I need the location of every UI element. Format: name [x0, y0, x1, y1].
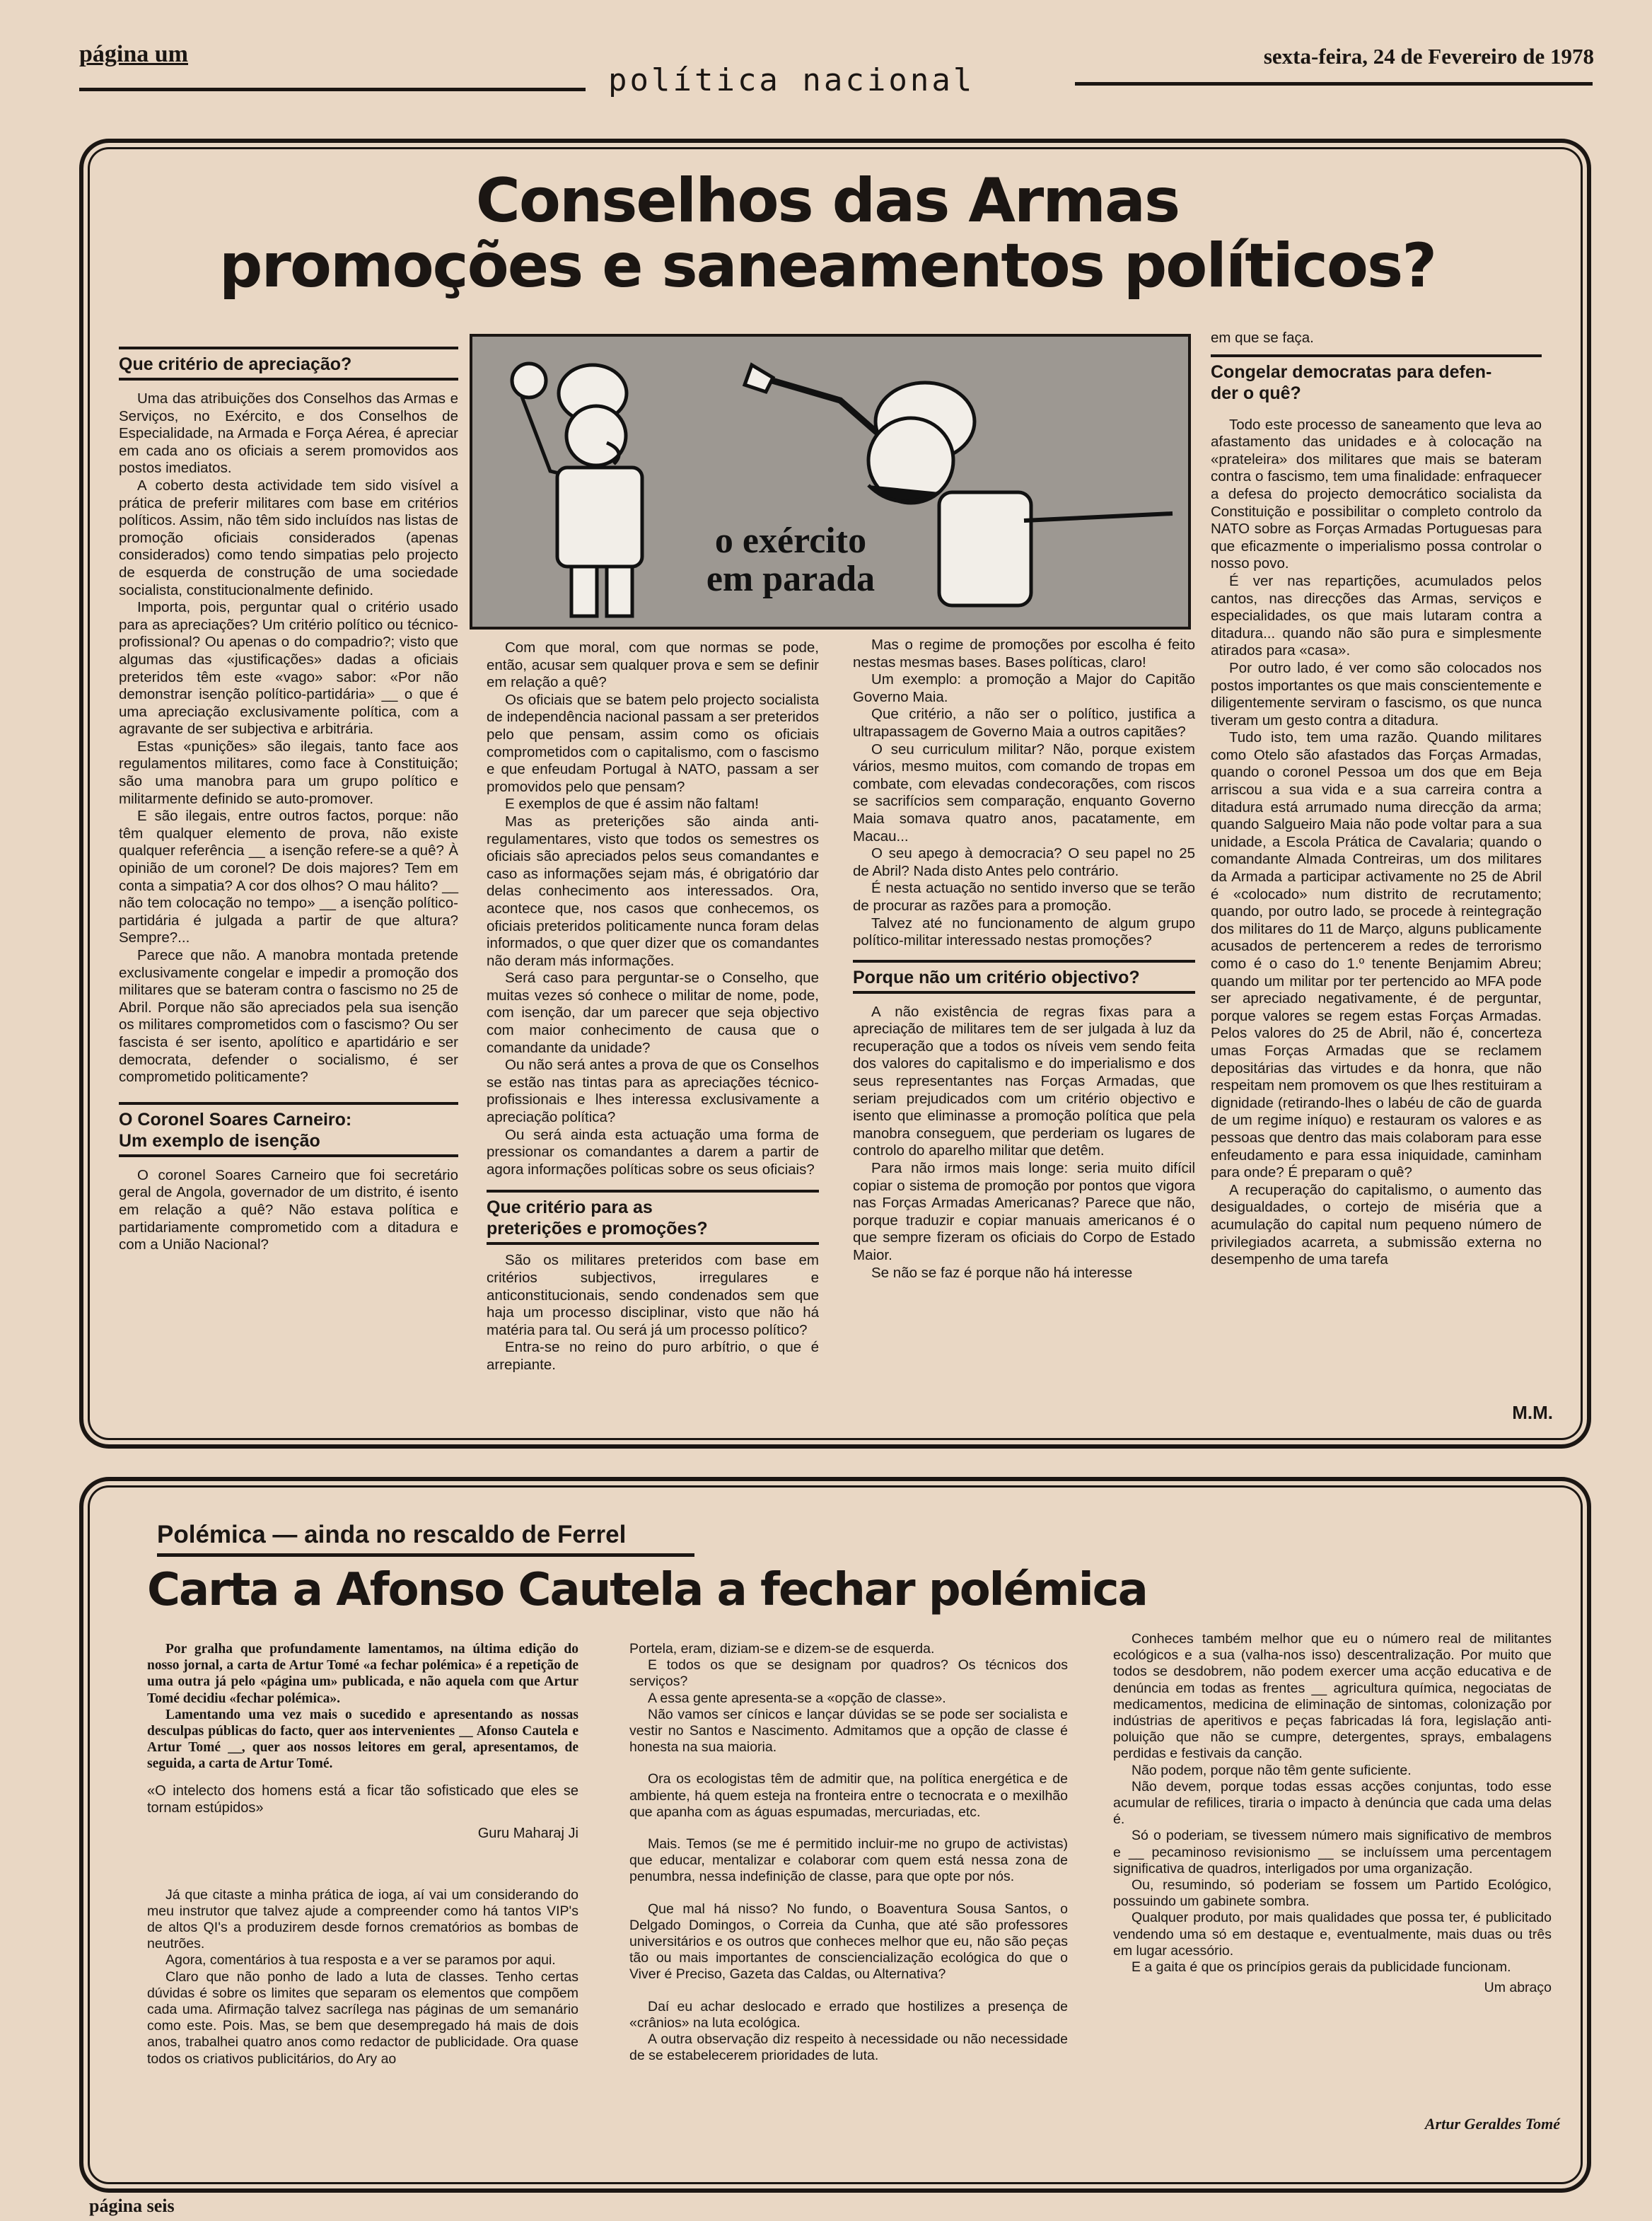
- paragraph: Já que citaste a minha prática de ioga, aí vai um considerando do meu instrutor que talvez ajude a compreender como há tantos VIP's de altos QI's a produzirem desde fornos crematórios as bombas de neutrões.: [147, 1886, 578, 1952]
- caption-line: em parada: [706, 559, 876, 599]
- article1-column-2: [487, 639, 819, 1374]
- paragraph: É ver nas repartições, acumulados pelos cantos, nas direcções das Armas, serviços e especialidades, os que mais lutaram contra a ditadura... quando não são pura e simplesmente atirados para «casa».: [1211, 572, 1542, 659]
- paragraph: Entra-se no reino do puro arbítrio, o que é arrepiante.: [487, 1339, 819, 1373]
- paragraph: Importa, pois, perguntar qual o critério usado para as apreciações? Um critério político ou técnico-profissional? Ou apenas o do compadrio?; visto que algumas das «justificações» dadas a oficiais preteridos têm este «vago» sabor: «Por não demonstrar isenção político-partidária» __ o que é uma apreciação exclusivamente política, com a agravante de ser subjectiva e arbitrária.: [119, 599, 458, 738]
- header-rule-right: [1075, 82, 1593, 86]
- paragraph: Ou, resumindo, só poderiam se fossem um Partido Ecológico, possuindo um gabinete sombra.: [1113, 1877, 1552, 1910]
- paragraph: Claro que não ponho de lado a luta de classes. Tenho certas dúvidas é sobre os limites que separam os elementos que compõem cada uma. Afirmação talvez sacrílega nas páginas de um semanário como este. Pois. Mas, se bem que desempregado há mais de dois anos, trabalhei quatro anos como redactor de publicidade. Ora quase todos os criativos publicitários, do Ary ao: [147, 1968, 578, 2067]
- cartoon-caption: [685, 522, 897, 598]
- quote-author: Guru Maharaj Ji: [477, 1825, 578, 1841]
- footer-page-label: página seis: [89, 2196, 175, 2216]
- paragraph: O seu curriculum militar? Não, porque existem vários, mesmo muitos, com comando de tropas em combate, com elevadas condecorações, com riscos se sacrifícios sem comparação, enquanto Governo Maia somava quatro anos, pacatamente, em Macau...: [853, 741, 1195, 845]
- paragraph: E são ilegais, entre outros factos, porque: não têm qualquer elemento de prova, não existe qualquer referência __ a isenção refere-se a quê? À opinião de um coronel? De dois majores? Tem em conta a simpatia? A cor dos olhos? O mau hálito? __ não tem colocação no tempo» __ a isenção político-partidária é julgada a partir de que altura? Sempre?...: [119, 808, 458, 946]
- paragraph-continuation: em que se faça.: [1211, 330, 1314, 346]
- paragraph: Se não se faz é porque não há interesse: [871, 1264, 1133, 1281]
- raised-fist: [512, 364, 546, 398]
- paragraph: Não vamos ser cínicos e lançar dúvidas se se pode ser socialista e vestir no Santos e Nascimento. Admitamos que a opção de classe é honesta na sua maioria.: [629, 1706, 1068, 1756]
- paragraph: É nesta actuação no sentido inverso que se terão de procurar as razões para a promoção.: [853, 880, 1195, 914]
- paragraph: Ou será ainda esta actuação uma forma de pressionar os comandantes a darem a partir de agora informações políticas sobre os seus oficiais?: [487, 1126, 819, 1178]
- paragraph: Para não irmos mais longe: seria muito difícil copiar o sistema de promoção por pontos que vigora nas Forças Armadas Americanas? Parece que não, porque traduzir e copiar manuais americanos é o que sempre fizeram os oficiais do Corpo de Estado Maior.: [853, 1160, 1195, 1263]
- paragraph: Todo este processo de saneamento que leva ao afastamento das unidades e à colocação na «prateleira» dos militares que mais se bateram contra o fascismo, tem uma finalidade: enfraquecer a defesa do projecto democrático socialista da Constituição e possibilitar o completo controlo da NATO sobre as Forças Armadas Portuguesas para que eficazmente o imperialismo possa controlar o nosso povo.: [1211, 416, 1542, 572]
- paragraph: Por outro lado, é ver como são colocados nos postos importantes os que mais conscientemente e diligentemente serviram o fascismo, os que nunca tiveram um gesto contra a ditadura.: [1211, 659, 1542, 729]
- rifle: [1024, 514, 1173, 521]
- article1-column-4: [1211, 330, 1542, 1269]
- paragraph: Um exemplo: a promoção a Major do Capitão Governo Maia.: [853, 671, 1195, 705]
- paragraph: A não existência de regras fixas para a apreciação de militares tem de ser julgada à luz da recuperação que a todos os níveis vem sendo feita dos valores do capitalismo e do imperialismo e dos seus representantes nas Forças Armadas, que seriam prejudicados com um critério objectivo e isento que eliminasse a promoção política que pela manobra conseguem, que perderiam os lugares de controlo do aparelho militar que detêm.: [853, 1003, 1195, 1159]
- paragraph: Mas o regime de promoções por escolha é feito nestas mesmas bases. Bases políticas, claro!: [853, 637, 1195, 671]
- article2-column-2: [629, 1641, 1068, 2064]
- paragraph: Que critério, a não ser o político, justifica a ultrapassagem de Governo Maia a outros capitães?: [853, 706, 1195, 740]
- subheading-preteridos: [487, 1190, 819, 1245]
- issue-date: sexta-feira, 24 de Fevereiro de 1978: [1263, 44, 1594, 69]
- paragraph: Mas as preterições são ainda anti-regulamentares, visto que todos os semestres os oficiais são apreciados pelos seus comandantes e caso as informações sejam más, é obrigatório dar delas conhecimento aos interessados. Ora, acontece que, nos casos que conhecemos, os oficiais preteridos politicamente nunca foram delas informados, o que quer dizer que os comandantes não deram más informações.: [487, 813, 819, 969]
- article1-column-1: [119, 347, 458, 1254]
- paragraph: Não podem, porque não têm gente suficiente.: [1132, 1762, 1412, 1778]
- paragraph: São os militares preteridos com base em critérios subjectivos, irregulares e anticonstitucionais, sendo condenados sem que haja um processo disciplinar, visto que não há matéria para tal. Ou será já um processo político?: [487, 1252, 819, 1338]
- paragraph: Parece que não. A manobra montada pretende exclusivamente congelar e impedir a promoção dos militares que se bateram contra o fascismo no 25 de Abril. Porque não são apreciados pela sua isenção os militares comprometidos com o fascismo? Ou ser fascista é ser isento, apolítico e apartidário e ser democrata, defender o socialismo, é ser comprometido politicamente?: [119, 947, 458, 1086]
- paragraph: A essa gente apresenta-se a «opção de classe».: [648, 1690, 946, 1706]
- paragraph: O coronel Soares Carneiro que foi secretário geral de Angola, governador de um distrito, é isento em relação a quê? Não estava política e partidariamente comprometido com a ditadura e com a União Nacional?: [119, 1166, 458, 1253]
- paragraph: Que mal há nisso? No fundo, o Boaventura Sousa Santos, o Delgado Domingos, o Correia da Cunha, que até são professores universitários e os outros que conheces melhor que eu, não são peças tão ou mais importantes de consciencialização ecológica do que o Viver é Preciso, Gazeta das Caldas, ou Alternativa?: [629, 1901, 1068, 1983]
- paragraph: Estas «punições» são ilegais, tanto face aos regulamentos militares, como face à Constituição; são uma manobra para um grupo político e militarmente definido se auto-promover.: [119, 738, 458, 807]
- soldier-body: [939, 492, 1031, 605]
- masthead-page-label: página um: [79, 41, 188, 67]
- paragraph: E exemplos de que é assim não faltam!: [505, 796, 759, 813]
- paragraph: E todos os que se designam por quadros? Os técnicos dos serviços?: [629, 1657, 1068, 1690]
- article-title-line1: Conselhos das Armas: [475, 166, 1180, 236]
- subheading-line: Que critério para as: [487, 1198, 653, 1218]
- article-title-line2: promoções e saneamentos políticos?: [219, 231, 1436, 301]
- paragraph-intro: Lamentando uma vez mais o sucedido e apresentando as nossas desculpas públicas do facto, quer aos intervenientes __ Afonso Cautela e Artur Tomé __, quer aos nossos leitores em geral, apresentamos, de seguida, a carta de Artur Tomé.: [147, 1707, 578, 1772]
- subheading-line: der o quê?: [1211, 383, 1301, 403]
- paragraph: O seu apego à democracia? O seu papel no 25 de Abril? Nada disto Antes pelo contrário.: [853, 845, 1195, 879]
- header-rule-left: [79, 88, 586, 91]
- subheading-line: Congelar democratas para defen-: [1211, 361, 1492, 382]
- paragraph-continuation: Portela, eram, diziam-se e dizem-se de esquerda.: [629, 1641, 935, 1657]
- paragraph: A coberto desta actividade tem sido visível a prática de preferir militares com base em critérios políticos. Assim, não têm sido incluídos nas listas de promoção oficiais considerados (apenas considerados) como tendo simpatias pelo projecto de esquerda de construção de uma sociedade socialista, constitucionalmente definido.: [119, 477, 458, 598]
- paragraph: Qualquer produto, por mais qualidades que possa ter, é publicitado vendendo uma só em destaque e, eventualmente, mais duas ou três em lugar acessório.: [1113, 1910, 1552, 1959]
- paragraph: Será caso para perguntar-se o Conselho, que muitas vezes só conhece o militar de nome, pode, com isenção, dar um parecer que seja objectivo com maior conhecimento de causa que o comandante da unidade?: [487, 970, 819, 1056]
- paragraph: A outra observação diz respeito à necessidade ou não necessidade de se estabelecerem prioridades de luta.: [629, 2031, 1068, 2064]
- subheading-criterio-objectivo: Porque não um critério objectivo?: [853, 960, 1195, 994]
- paragraph: Uma das atribuições dos Conselhos das Armas e Serviços, no Exército, e dos Conselhos de Especialidade, na Armada e Força Aérea, é apreciar em cada ano os oficiais a serem promovidos aos postos imediatos.: [119, 390, 458, 477]
- article2-title: Carta a Afonso Cautela a fechar polémica: [147, 1564, 1147, 1616]
- article-title: [99, 166, 1556, 301]
- paragraph: Mais. Temos (se me é permitido incluir-me no grupo de activistas) que educar, mentalizar e colaborar com quem está nessa zona de penumbra, nessa indefinição de classe, para que opte por nós.: [629, 1836, 1068, 1885]
- paragraph: E a gaita é que os princípios gerais da publicidade funcionam.: [1132, 1959, 1511, 1976]
- caption-line: o exército: [714, 521, 867, 561]
- paragraph: Conheces também melhor que eu o número real de militantes ecológicos e a sua (valha-nos isso) descentralização. Por muito que todos se desdobrem, não podem exercer uma acção educativa e de denúncia em todas as frentes __ agricultura química, negociatas de medicamentos, medicina de eliminação de sintomas, colonização por indústrias de aperitivos e peças fabricadas lá fora, legislação anti-poluição que não se cumpre, detergentes, sprays, embalagens perdidas e festivais da canção.: [1113, 1631, 1552, 1762]
- cartoon-exercito-em-parada: [470, 334, 1191, 630]
- officer-leg-left: [571, 567, 597, 616]
- article2-kicker: Polémica — ainda no rescaldo de Ferrel: [157, 1521, 627, 1548]
- subheading-line: Um exemplo de isenção: [119, 1130, 320, 1151]
- article2-column-1: [147, 1641, 578, 2068]
- article2-column-3: [1113, 1631, 1552, 1996]
- paragraph: Agora, comentários à tua resposta e a ver se paramos por aqui.: [165, 1952, 556, 1968]
- subheading-line: O Coronel Soares Carneiro:: [119, 1109, 352, 1130]
- section-title: política nacional: [608, 62, 975, 98]
- letter-closing: Um abraço: [1484, 1980, 1552, 1996]
- quote-text: «O intelecto dos homens está a ficar tão sofisticado que eles se tornam estúpidos»: [147, 1782, 578, 1816]
- paragraph: Só o poderiam, se tivessem número mais significativo de membros e __ pecaminoso revisionismo __ se incluíssem uma percentagem significativa de quadros, interligados por uma organização.: [1113, 1828, 1552, 1877]
- paragraph: Ou não será antes a prova de que os Conselhos se estão nas tintas para as apreciações técnico-profissionais e lhes interessa exclusivamente a apreciação política?: [487, 1057, 819, 1126]
- kicker-underline: [157, 1553, 694, 1557]
- paragraph: A recuperação do capitalismo, o aumento das desigualdades, o cortejo de miséria que a acumulação do capital num pequeno número de privilegiados acarreta, a submissão externa no desempenho de uma tarefa: [1211, 1181, 1542, 1268]
- paragraph: Daí eu achar deslocado e errado que hostilizes a presença de «crânios» na luta ecológica.: [629, 1998, 1068, 2031]
- paragraph-intro: Por gralha que profundamente lamentamos, na última edição do nosso jornal, a carta de Artur Tomé «a fechar polémica» é a repetição de uma outra já pelo «página um» publicada, e não aquela com que Artur Tomé decidiu «fechar polémica».: [147, 1642, 578, 1706]
- article1-column-3: [853, 637, 1195, 1282]
- officer-leg-right: [607, 567, 632, 616]
- subheading-soares-carneiro: [119, 1102, 458, 1157]
- paragraph: Ora os ecologistas têm de admitir que, na política energética e de ambiente, há quem esteja na fronteira entre o tecnocrata e o mexilhão que apanha com as águas espumadas, mercuriadas, etc.: [629, 1771, 1068, 1820]
- paragraph: Os oficiais que se batem pelo projecto socialista de independência nacional passam a ser preteridos pelo que pensam, assim como os oficiais comprometidos com o capitalismo, com o fascismo e que enfeudam Portugal à NATO, passam a ser promovidos pelo que pensam?: [487, 691, 819, 795]
- subheading-line: preterições e promoções?: [487, 1219, 708, 1239]
- paragraph: Não devem, porque todas essas acções conjuntas, todo esse acumular de refilices, tiraria o impacto à denúncia que cada uma delas é.: [1113, 1778, 1552, 1828]
- paragraph: Com que moral, com que normas se pode, então, acusar sem qualquer prova e sem se definir em relação a quê?: [487, 639, 819, 691]
- subheading-criterio: Que critério de apreciação?: [119, 347, 458, 381]
- author-signature: M.M.: [1512, 1402, 1553, 1423]
- letter-signature: Artur Geraldes Tomé: [1424, 2115, 1560, 2133]
- saluting-hand: [745, 365, 773, 392]
- paragraph: Talvez até no funcionamento de algum grupo político-militar interessado nestas promoções?: [853, 915, 1195, 949]
- officer-body: [557, 468, 642, 567]
- paragraph: Tudo isto, tem uma razão. Quando militares como Otelo são afastados das Forças Armadas, quando o coronel Pessoa um dos que em Beja arriscou a sua vida e a sua carreira contra a ditadura está arrumado numa direcção da arma; quando Salgueiro Maia não pode voltar para a sua unidade, a Escola Prática de Cavalaria; quando o comandante Almada Contreiras, um dos militares da Armada a participar activamente no 25 de Abril é «colocado» num distrito de recrutamento; quando, por outro lado, se procede à reintegração dos militares do 11 de Março, alguns publicamente acusados de pertencerem a redes de terrorismo como é o caso do 1.º tenente Benjamim Abreu; quando um militar por ter pertencido ao MFA pode ser apreciado negativamente, é de perguntar, porque valores se regem estas Forças Armadas. Pelos valores do 25 de Abril, não é, concerteza umas Forças Armadas que se reclamem depositárias das virtudes e da honra, que não respeitam nem promovem os que lhes restituiram a dignidade (retirando-lhes o labéu de cão de guarda de um regime iníquo) e restauram os valores e as pessoas que dentro das mais colaboram para esse enfeudamento e para essa iniquidade, caminham para onde? É preparam o quê?: [1211, 729, 1542, 1181]
- subheading-congelar: [1211, 354, 1542, 407]
- epigraph-quote: [147, 1782, 578, 1842]
